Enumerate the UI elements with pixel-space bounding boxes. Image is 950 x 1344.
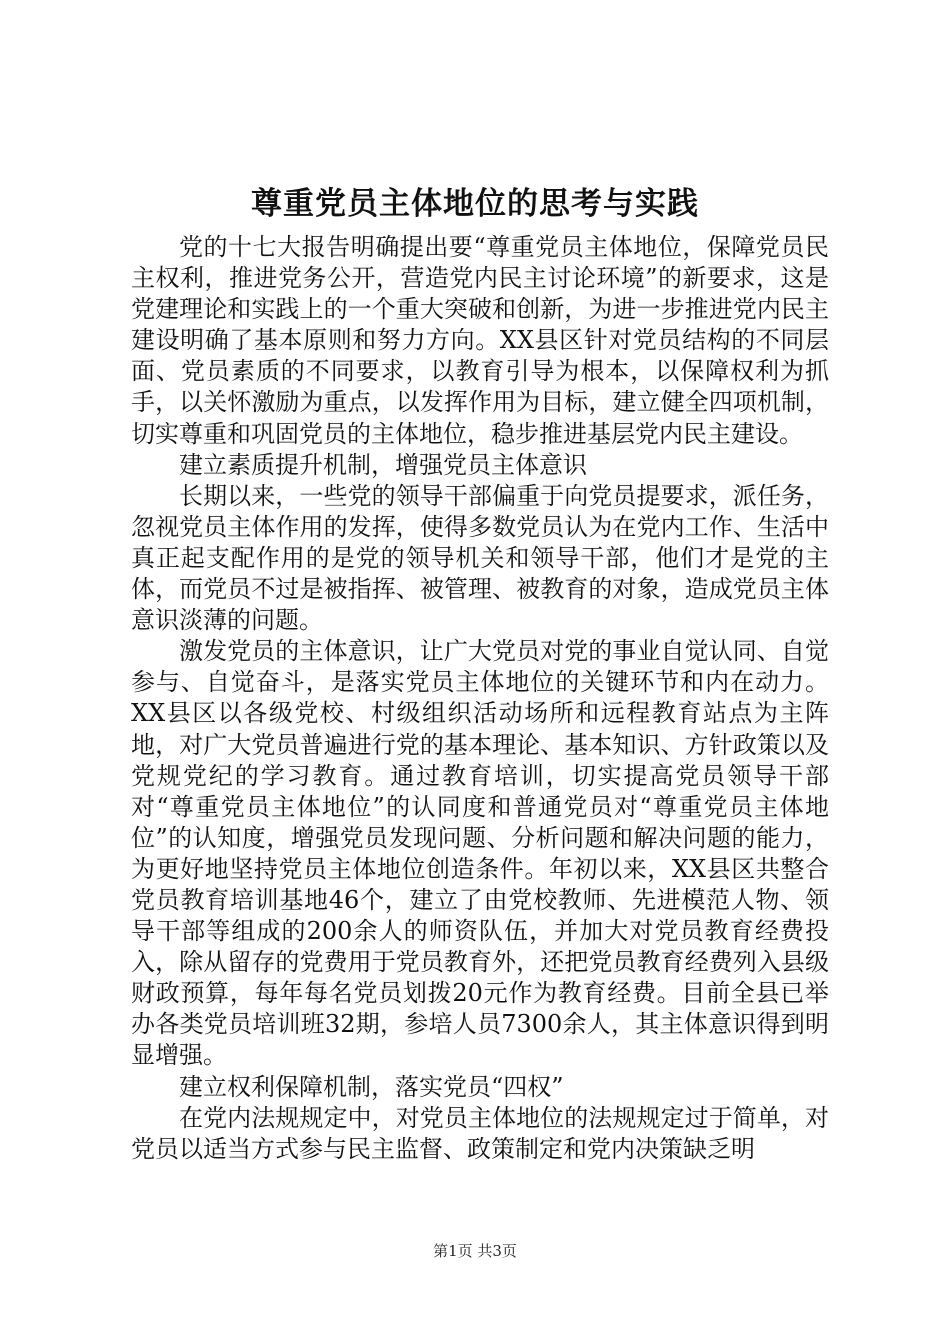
- paragraph-education: 激发党员的主体意识，让广大党员对党的事业自觉认同、自觉参与、自觉奋斗，是落实党员主体地位的关键环节和内在动力。XX县区以各级党校、村级组织活动场所和远程教育站点为主阵地，对广大党员普遍进行党的基本理论、基本知识、方针政策以及党规党纪的学习教育。通过教育培训，切实提高党员领导干部对“尊重党员主体地位”的认同度和普通党员对“尊重党员主体地位”的认知度，增强党员发现问题、分析问题和解决问题的能力，为更好地坚持党员主体地位创造条件。年初以来，XX县区共整合党员教育培训基地46个，建立了由党校教师、先进模范人物、领导干部等组成的200余人的师资队伍，并加大对党员教育经费投入，除从留存的党费用于党员教育外，还把党员教育经费列入县级财政预算，每年每名党员划拨20元作为教育经费。目前全县已举办各类党员培训班32期，参培人员7300余人，其主体意识得到明显增强。: [131, 637, 829, 1070]
- section-heading-rights: 建立权利保障机制，落实党员“四权”: [179, 1072, 564, 1101]
- page-number: 第1页 共3页: [433, 1242, 517, 1260]
- paragraph-problem: 长期以来，一些党的领导干部偏重于向党员提要求，派任务，忽视党员主体作用的发挥，使得多数党员认为在党内工作、生活中真正起支配作用的是党的领导机关和领导干部，他们才是党的主体，而党员不过是被指挥、被管理、被教育的对象，造成党员主体意识淡薄的问题。: [131, 481, 829, 635]
- paragraph-regulations: 在党内法规规定中，对党员主体地位的法规规定过于简单，对党员以适当方式参与民主监督、政策制定和党内决策缺乏明: [131, 1103, 829, 1163]
- section-heading-quality: 建立素质提升机制，增强党员主体意识: [179, 450, 587, 479]
- document-body: [131, 232, 829, 1165]
- document-title: 尊重党员主体地位的思考与实践: [251, 186, 699, 222]
- paragraph-intro: 党的十七大报告明确提出要“尊重党员主体地位，保障党员民主权利，推进党务公开，营造党内民主讨论环境”的新要求，这是党建理论和实践上的一个重大突破和创新，为进一步推进党内民主建设明确了基本原则和努力方向。XX县区针对党员结构的不同层面、党员素质的不同要求，以教育引导为根本，以保障权利为抓手，以关怀激励为重点，以发挥作用为目标，建立健全四项机制，切实尊重和巩固党员的主体地位，稳步推进基层党内民主建设。: [131, 233, 829, 448]
